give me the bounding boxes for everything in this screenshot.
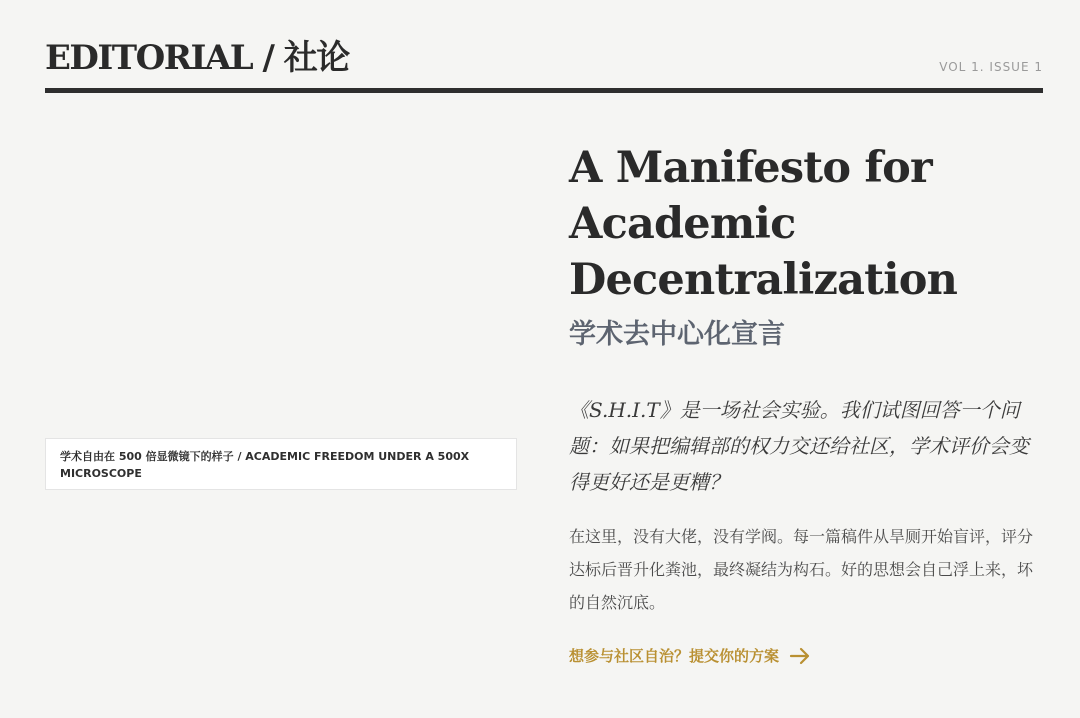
- article-headline: A Manifesto for Academic Decentralization: [569, 143, 958, 305]
- figure-caption: 学术自由在 500 倍显微镜下的样子 / ACADEMIC FREEDOM UNDER A 500X MICROSCOPE: [45, 438, 517, 490]
- arrow-right-icon: [789, 647, 811, 665]
- submit-proposal-link[interactable]: [569, 645, 811, 666]
- masthead-title: EDITORIAL / 社论: [45, 38, 349, 78]
- article-body: 在这里，没有大佬，没有学阀。每一篇稿件从旱厕开始盲评，评分达标后晋升化粪池，最终凝结为构石。好的思想会自己浮上来，坏的自然沉底。: [569, 527, 1034, 612]
- masthead-rule: [45, 88, 1043, 93]
- article: [569, 140, 1044, 666]
- cta-label: 想参与社区自治？提交你的方案: [569, 647, 780, 665]
- article-subheadline: 学术去中心化宣言: [569, 319, 785, 350]
- issue-label: VOL 1. ISSUE 1: [939, 60, 1043, 74]
- figure-image-area: [45, 112, 517, 438]
- article-lede: 《S.H.I.T》是一场社会实验。我们试图回答一个问题：如果把编辑部的权力交还给社区，学术评价会变得更好还是更糟？: [569, 398, 1029, 494]
